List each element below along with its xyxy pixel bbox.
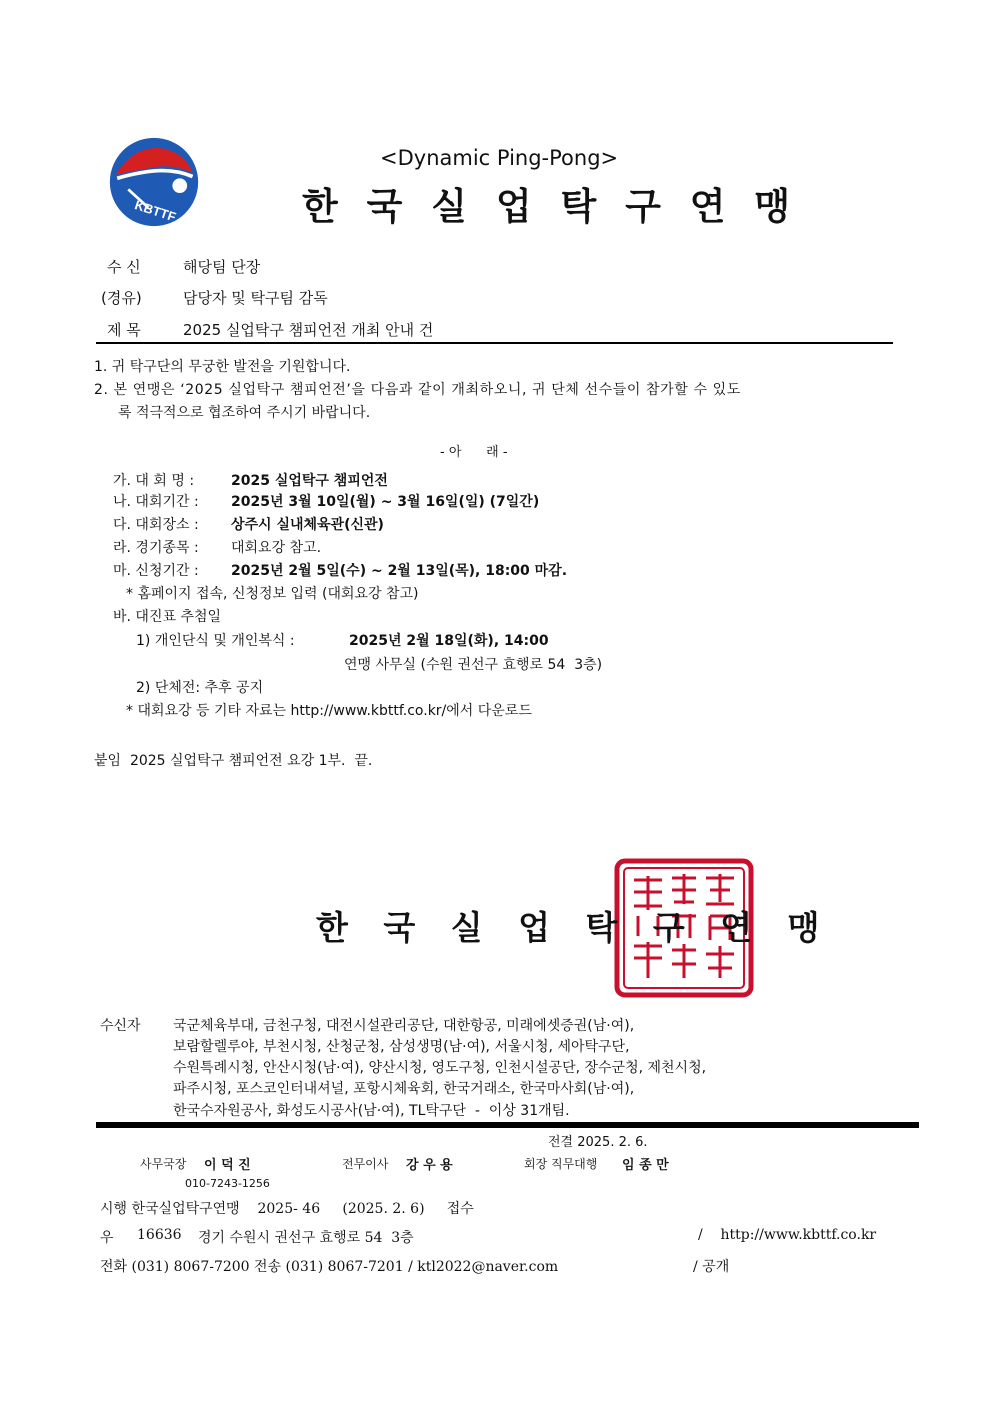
item-c-label: 다. 대회장소 :: [113, 517, 199, 533]
website-link[interactable]: / http://www.kbttf.co.kr: [698, 1227, 877, 1243]
signature-org: 한 국 실 업 탁 구 연 맹: [316, 908, 832, 947]
item-f1-place: 연맹 사무실 (수원 권선구 효행로 54 3층): [344, 657, 603, 673]
item-b-label: 나. 대회기간 :: [113, 494, 199, 510]
director-label: 전무이사: [342, 1157, 389, 1171]
subject-label: 제 목: [107, 321, 141, 339]
secretary-label: 사무국장: [140, 1157, 187, 1171]
item-d-value: 대회요강 참고.: [231, 540, 322, 556]
meta-divider: [96, 342, 893, 344]
recipients-label: 수신자: [100, 1018, 141, 1034]
item-a-label: 가. 대 회 명 :: [113, 473, 195, 489]
item-f-label: 바. 대진표 추첨일: [113, 609, 222, 625]
item-e-label: 마. 신청기간 :: [113, 563, 199, 579]
public-status: / 공개: [693, 1259, 730, 1275]
kbttf-logo: [108, 136, 200, 228]
director-name: 강 우 용: [406, 1158, 453, 1173]
via-value: 담당자 및 탁구팀 감독: [183, 289, 328, 307]
item-c-value: 상주시 실내체육관(신관): [231, 517, 384, 533]
postal-code: 16636: [137, 1227, 182, 1243]
item-note: * 대회요강 등 기타 자료는 http://www.kbttf.co.kr/에서 다운로드: [126, 703, 532, 719]
attachment-line: 붙임 2025 실업탁구 챔피언전 요강 1부. 끝.: [94, 753, 373, 769]
recipient-label: 수 신: [107, 258, 141, 276]
president-name: 임 종 만: [622, 1158, 669, 1173]
item-f1-label: 1) 개인단식 및 개인복식 :: [136, 633, 295, 649]
below-heading: - 아 래 -: [440, 445, 508, 460]
item-d-label: 라. 경기종목 :: [113, 540, 199, 556]
paragraph-1: 1. 귀 탁구단의 무궁한 발전을 기원합니다.: [94, 359, 351, 375]
logo-text: KBTTF: [133, 197, 178, 225]
recipients-line: 보람할렐루야, 부천시청, 산청군청, 삼성생명(남·여), 서울시청, 세아탁구단,: [173, 1039, 630, 1055]
via-label: (경유): [101, 289, 142, 307]
recipients-line: 국군체육부대, 금천구청, 대전시설관리공단, 대한항공, 미래에셋증권(남·여),: [173, 1018, 635, 1034]
enforcement-line: 시행 한국실업탁구연맹 2025- 46 (2025. 2. 6) 접수: [100, 1201, 474, 1217]
footer-divider: [96, 1122, 919, 1128]
postal-label: 우: [100, 1230, 114, 1246]
item-e-value: 2025년 2월 5일(수) ~ 2월 13일(목), 18:00 마감.: [231, 563, 568, 579]
item-f1-value: 2025년 2월 18일(화), 14:00: [349, 633, 549, 649]
mobile-phone: 010-7243-1256: [185, 1177, 270, 1190]
item-e-note: * 홈페이지 접속, 신청정보 입력 (대회요강 참고): [126, 586, 419, 602]
recipients-line: 파주시청, 포스코인터내셔널, 포항시체육회, 한국거래소, 한국마사회(남·여),: [173, 1081, 635, 1097]
item-f2: 2) 단체전: 추후 공지: [136, 680, 264, 696]
approval-date: 전결 2025. 2. 6.: [548, 1135, 648, 1150]
recipient-value: 해당팀 단장: [183, 258, 261, 276]
recipients-line: 한국수자원공사, 화성도시공사(남·여), TL탁구단 - 이상 31개팀.: [173, 1103, 570, 1119]
tagline: <Dynamic Ping-Pong>: [380, 146, 619, 170]
recipients-line: 수원특례시청, 안산시청(남·여), 양산시청, 영도구청, 인천시설공단, 장수군청, 제천시청,: [173, 1060, 707, 1076]
subject-value: 2025 실업탁구 챔피언전 개최 안내 건: [183, 321, 434, 339]
secretary-name: 이 덕 진: [204, 1158, 251, 1173]
address: 경기 수원시 권선구 효행로 54 3층: [198, 1230, 414, 1246]
item-a-value: 2025 실업탁구 챔피언전: [231, 473, 388, 489]
org-title: 한 국 실 업 탁 구 연 맹: [302, 185, 799, 228]
contact-line: 전화 (031) 8067-7200 전송 (031) 8067-7201 / ktl2022@naver.com: [100, 1259, 559, 1275]
paragraph-2a: 2. 본 연맹은 ‘2025 실업탁구 챔피언전’을 다음과 같이 개최하오니, 귀 단체 선수들이 참가할 수 있도: [94, 382, 741, 398]
item-b-value: 2025년 3월 10일(월) ~ 3월 16일(일) (7일간): [231, 494, 540, 510]
paragraph-2b: 록 적극적으로 협조하여 주시기 바랍니다.: [118, 405, 371, 421]
president-label: 회장 직무대행: [524, 1157, 598, 1171]
